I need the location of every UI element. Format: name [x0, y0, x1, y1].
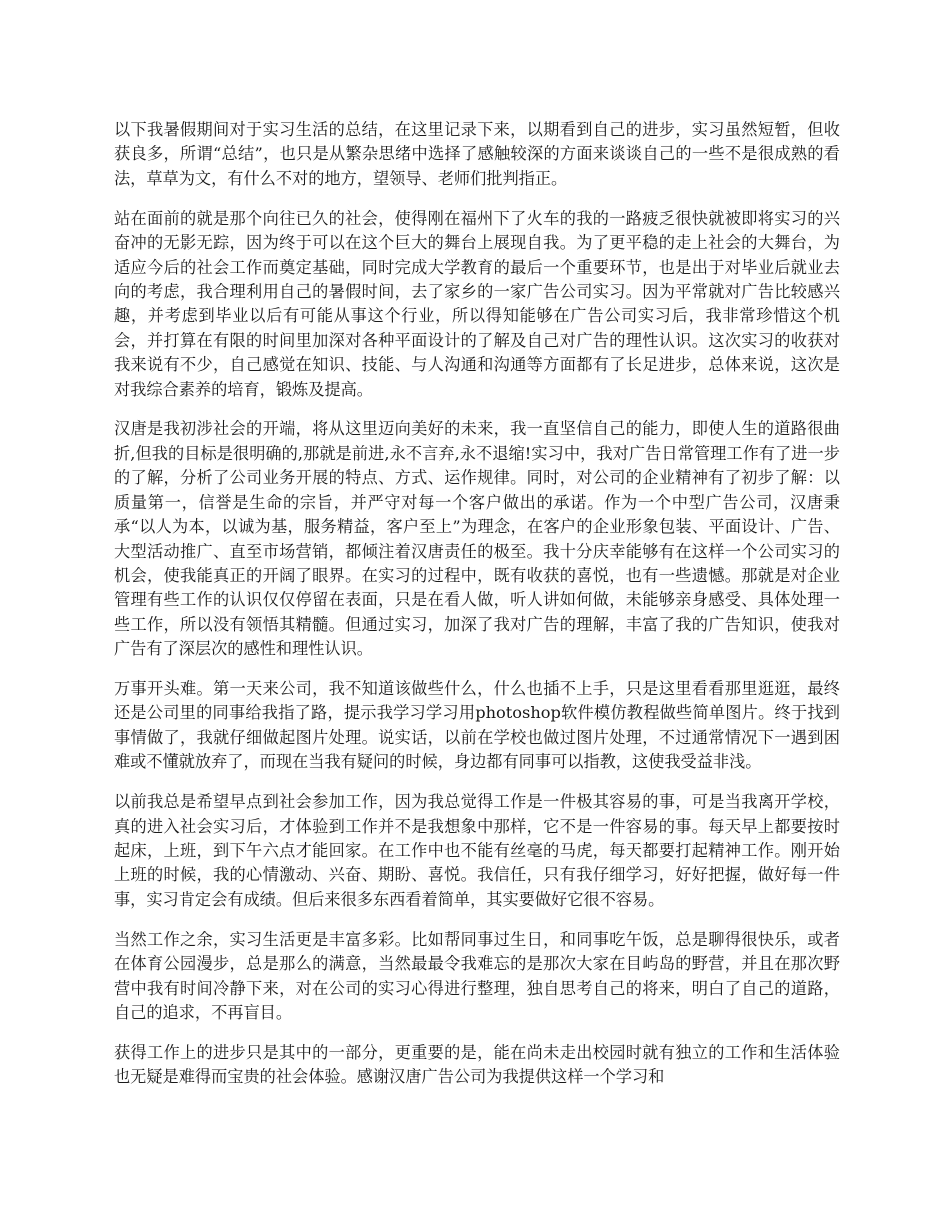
paragraph-first-day: 万事开头难。第一天来公司，我不知道该做些什么，什么也插不上手，只是这里看看那里逛逛，最终还是公司里的同事给我指了路，提示我学习学习用photoshop软件模仿教程做些简单图片。终于找到事情做了，我就仔细做起图片处理。说实话，以前在学校也做过图片处理，不过通常情况下一遇到困难或不懂就放弃了，而现在当我有疑问的时候，身边都有同事可以指教，这使我受益非浅。: [114, 679, 840, 772]
paragraph-work-reflection: 以前我总是希望早点到社会参加工作，因为我总觉得工作是一件极其容易的事，可是当我离开学校，真的进入社会实习后，才体验到工作并不是我想象中那样，它不是一件容易的事。每天早上都要按时起床，上班，到下午六点才能回家。在工作中也不能有丝毫的马虎，每天都要打起精神工作。刚开始上班的时候，我的心情激动、兴奋、期盼、喜悦。我信任，只有我仔细学习，好好把握，做好每一件事，实习肯定会有成绩。但后来很多东西看着简单，其实要做好它很不容易。: [114, 792, 840, 909]
paragraph-intro: 以下我暑假期间对于实习生活的总结，在这里记录下来，以期看到自己的进步，实习虽然短暂，但收获良多，所谓“总结”，也只是从繁杂思绪中选择了感触较深的方面来谈谈自己的一些不是很成熟的看法，草草为文，有什么不对的地方，望领导、老师们批判指正。: [114, 120, 840, 188]
paragraph-gratitude: 获得工作上的进步只是其中的一部分，更重要的是，能在尚未走出校园时就有独立的工作和生活体验也无疑是难得而宝贵的社会体验。感谢汉唐广告公司为我提供这样一个学习和: [114, 1042, 840, 1087]
paragraph-hantang: 汉唐是我初涉社会的开端，将从这里迈向美好的未来，我一直坚信自己的能力，即使人生的道路很曲折,但我的目标是很明确的,那就是前进,永不言弃,永不退缩!实习中，我对广告日常管理工作有了进一步的了解，分析了公司业务开展的特点、方式、运作规律。同时，对公司的企业精神有了初步了解：以质量第一，信誉是生命的宗旨，并严守对每一个客户做出的承诺。作为一个中型广告公司，汉唐秉承“以人为本，以诚为基，服务精益，客户至上”为理念，在客户的企业形象包装、平面设计、广告、大型活动推广、直至市场营销，都倾注着汉唐责任的极至。我十分庆幸能够有在这样一个公司实习的机会，使我能真正的开阔了眼界。在实习的过程中，既有收获的喜悦，也有一些遗憾。那就是对企业管理有些工作的认识仅仅停留在表面，只是在看人做，听人讲如何做，未能够亲身感受、具体处理一些工作，所以没有领悟其精髓。但通过实习，加深了我对广告的理解，丰富了我的广告知识，使我对广告有了深层次的感性和理性认识。: [114, 419, 840, 659]
paragraph-leisure: 当然工作之余，实习生活更是丰富多彩。比如帮同事过生日，和同事吃午饭，总是聊得很快乐，或者在体育公园漫步，总是那么的满意，当然最最令我难忘的是那次大家在目屿岛的野营，并且在那次野营中我有时间冷静下来，对在公司的实习心得进行整理，独自思考自己的将来，明白了自己的道路，自己的追求，不再盲目。: [114, 929, 840, 1022]
document-body: [114, 118, 840, 1105]
paragraph-arrival: 站在面前的就是那个向往已久的社会，使得刚在福州下了火车的我的一路疲乏很快就被即将实习的兴奋冲的无影无踪，因为终于可以在这个巨大的舞台上展现自我。为了更平稳的走上社会的大舞台，为适应今后的社会工作而奠定基础，同时完成大学教育的最后一个重要环节，也是出于对毕业后就业去向的考虑，我合理利用自己的暑假时间，去了家乡的一家广告公司实习。因为平常就对广告比较感兴趣，并考虑到毕业以后有可能从事这个行业，所以得知能够在广告公司实习后，我非常珍惜这个机会，并打算在有限的时间里加深对各种平面设计的了解及自己对广告的理性认识。这次实习的收获对我来说有不少，自己感觉在知识、技能、与人沟通和沟通等方面都有了长足进步，总体来说，这次是对我综合素养的培育，锻炼及提高。: [114, 208, 840, 399]
